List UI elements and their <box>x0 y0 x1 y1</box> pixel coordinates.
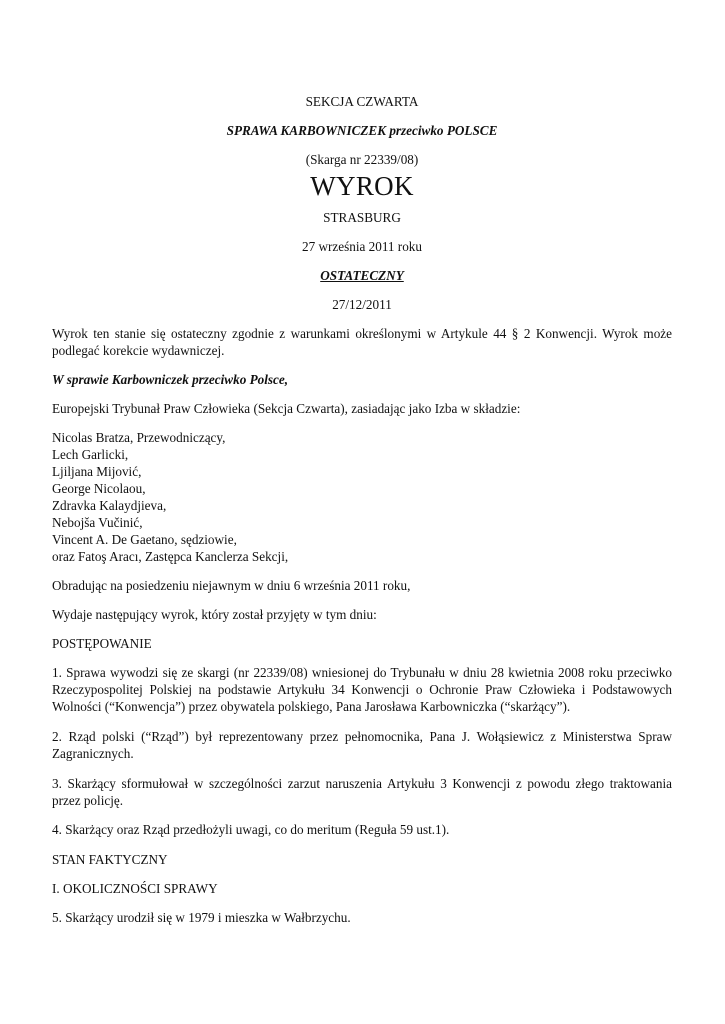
paragraph-5: 5. Skarżący urodził się w 1979 i mieszka w Wałbrzychu. <box>52 910 351 925</box>
judge-entry: Ljiljana Mijović, <box>52 464 142 479</box>
judge-entry: oraz Fatoş Aracı, Zastępca Kanclerza Sekcji, <box>52 549 289 564</box>
final-status: OSTATECZNY <box>320 268 404 283</box>
case-title: SPRAWA KARBOWNICZEK przeciwko POLSCE <box>226 123 498 138</box>
judges-list <box>52 429 672 565</box>
deliberation-note: Obradując na posiedzeniu niejawnym w dniu 6 września 2011 roku, <box>52 578 411 593</box>
circumstances-heading: I. OKOLICZNOŚCI SPRAWY <box>52 881 218 896</box>
judge-entry: Nicolas Bratza, Przewodniczący, <box>52 430 226 445</box>
judge-entry: George Nicolaou, <box>52 481 146 496</box>
court-composition-intro: Europejski Trybunał Praw Człowieka (Sekcja Czwarta), zasiadając jako Izba w składzie: <box>52 401 521 416</box>
paragraph-1: 1. Sprawa wywodzi się ze skargi (nr 22339/08) wniesionej do Trybunału w dniu 28 kwietnia 2008 roku przeciwko Rzeczypospolitej Polskiej na podstawie Artykułu 34 Konwencji o Ochronie Praw Człowieka i Podstawowych Wolności (“Konwencja”) przez obywatela polskiego, Pana Jarosława Karbowniczka (“skarżący”). <box>52 665 672 714</box>
final-date: 27/12/2011 <box>332 297 392 312</box>
application-number: (Skarga nr 22339/08) <box>305 152 419 167</box>
judge-entry: Vincent A. De Gaetano, sędziowie, <box>52 532 237 547</box>
section-heading: SEKCJA CZWARTA <box>305 94 419 109</box>
judge-entry: Lech Garlicki, <box>52 447 129 462</box>
document-type-title: WYROK <box>310 171 414 201</box>
paragraph-4: 4. Skarżący oraz Rząd przedłożyli uwagi, co do meritum (Reguła 59 ust.1). <box>52 822 450 837</box>
paragraph-2: 2. Rząd polski (“Rząd”) był reprezentowany przez pełnomocnika, Pana J. Wołąsiewicz z Ministerstwa Spraw Zagranicznych. <box>52 729 672 761</box>
case-intro: W sprawie Karbowniczek przeciwko Polsce, <box>52 372 289 387</box>
delivers-note: Wydaje następujący wyrok, który został przyjęty w tym dniu: <box>52 607 377 622</box>
paragraph-3: 3. Skarżący sformułował w szczególności zarzut naruszenia Artykułu 3 Konwencji z powodu złego traktowania przez policję. <box>52 776 672 808</box>
facts-heading: STAN FAKTYCZNY <box>52 852 168 867</box>
procedure-heading: POSTĘPOWANIE <box>52 636 152 651</box>
finality-note: Wyrok ten stanie się ostateczny zgodnie z warunkami określonymi w Artykule 44 § 2 Konwencji. Wyrok może podlegać korekcie wydawniczej. <box>52 326 672 358</box>
place: STRASBURG <box>323 210 401 225</box>
judgment-date: 27 września 2011 roku <box>301 239 422 254</box>
judge-entry: Zdravka Kalaydjieva, <box>52 498 167 513</box>
judge-entry: Nebojša Vučinić, <box>52 515 143 530</box>
